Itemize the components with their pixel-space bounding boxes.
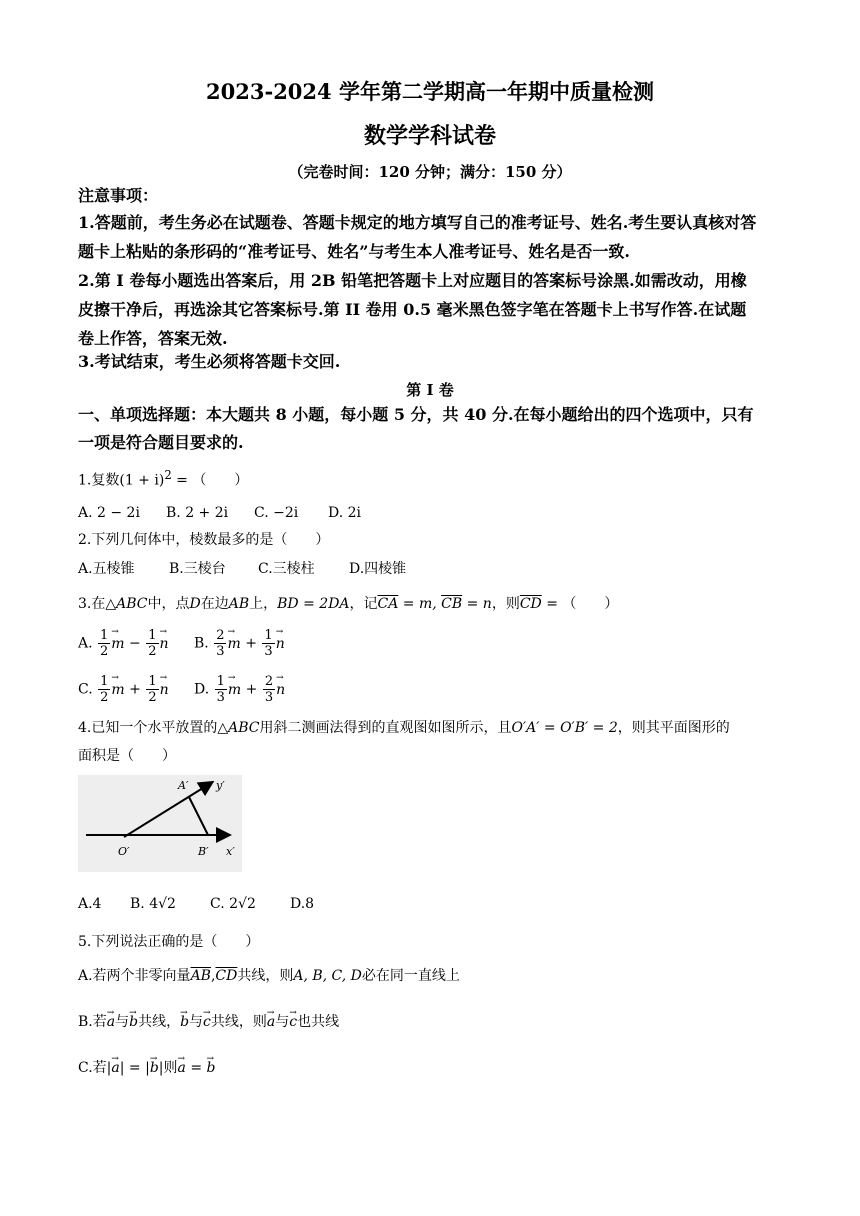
q2-option-d: D.四棱锥: [349, 561, 407, 577]
notes-line: 卷上作答，答案无效.: [78, 329, 228, 348]
q3-option-a: A. $\frac{1}{2}$ → m − $\frac{1}{2}$ → n: [78, 628, 169, 659]
q2-option-c: C.三棱柱: [258, 561, 315, 577]
q5-option-c: C.若|→ a| = |→ b|则→ a = → b: [78, 1058, 784, 1078]
q4-option-b: B. 4√2: [130, 896, 176, 912]
exam-info: （完卷时间：120 分钟；满分：150 分）: [288, 163, 572, 181]
q4-option-a: A.4: [78, 896, 102, 912]
q3-option-b: B. $\frac{2}{3}$ → m + $\frac{1}{3}$ → n: [194, 628, 285, 659]
question-3: 3.在△ABC中，点D在边AB上，BD = 2DA，记$\overline{CA} = m$, $\overline{CB} = n$，则$\overline{CD}$ = （ ）: [78, 596, 619, 612]
q1-option-a: A. 2 − 2i: [78, 505, 140, 521]
q3-option-d: D. $\frac{1}{3}$ → m + $\frac{2}{3}$ → n: [194, 674, 285, 705]
label-o: O′: [118, 845, 130, 858]
label-y: y′: [216, 779, 225, 792]
q5-option-b: B.若→ a与→ b共线，→ b与→ c共线，则→ a与→ c也共线: [78, 1012, 784, 1032]
q4-option-c: C. 2√2: [210, 896, 256, 912]
oblique-projection-figure: [78, 775, 242, 872]
notes-line: 3.考试结束，考生必须将答题卡交回.: [78, 352, 341, 371]
q1-option-c: C. −2i: [254, 505, 299, 521]
q5-option-a: A.若两个非零向量$\overline{AB},\overline{CD}$共线，则A, B, C, D必在同一直线上: [78, 968, 460, 984]
question-2: 2.下列几何体中，棱数最多的是（ ）: [78, 532, 330, 548]
question-4-cont: 面积是（ ）: [78, 748, 176, 764]
segment-a-b: [189, 797, 208, 835]
question-5: 5.下列说法正确的是（ ）: [78, 934, 260, 950]
notes-line: 2.第 I 卷每小题选出答案后，用 2B 铅笔把答题卡上对应题目的答案标号涂黑.如需改动，用橡: [78, 271, 747, 290]
q2-option-b: B.三棱台: [169, 561, 226, 577]
label-b: B′: [198, 845, 209, 858]
q1-option-b: B. 2 + 2i: [166, 505, 229, 521]
q1-option-d: D. 2i: [328, 505, 362, 521]
notes-line: 皮擦干净后，再选涂其它答案标号.第 II 卷用 0.5 毫米黑色签字笔在答题卡上书写作答.在试题: [78, 300, 747, 319]
q3-option-c: C. $\frac{1}{2}$ → m + $\frac{1}{2}$ → n: [78, 674, 169, 705]
part-title: 第 I 卷: [406, 381, 454, 399]
label-x: x′: [226, 845, 235, 858]
y-axis-line: [124, 783, 211, 837]
q4-option-d: D.8: [290, 896, 315, 912]
figure-svg: [78, 775, 242, 872]
exam-title: 2023-2024 学年第二学期高一年期中质量检测: [206, 79, 654, 104]
notes-line: 1.答题前，考生务必在试题卷、答题卡规定的地方填写自己的准考证号、姓名.考生要认真核对答: [78, 213, 757, 232]
question-4: 4.已知一个水平放置的△ABC用斜二测画法得到的直观图如图所示，且O′A′ = O′B′ = 2，则其平面图形的: [78, 720, 730, 736]
notes-line: 题卡上粘贴的条形码的“准考证号、姓名”与考生本人准考证号、姓名是否一致.: [78, 242, 630, 261]
section-heading: 一项是符合题目要求的.: [78, 433, 244, 452]
label-a: A′: [178, 779, 189, 792]
question-1: 1.复数$(1 + i)^2$ = （ ）: [78, 468, 249, 489]
section-heading: 一、单项选择题：本大题共 8 小题，每小题 5 分，共 40 分.在每小题给出的四个选项中，只有: [78, 405, 754, 424]
q2-option-a: A.五棱锥: [78, 561, 135, 577]
notes-heading: 注意事项：: [78, 186, 159, 205]
exam-subtitle: 数学学科试卷: [363, 123, 496, 149]
